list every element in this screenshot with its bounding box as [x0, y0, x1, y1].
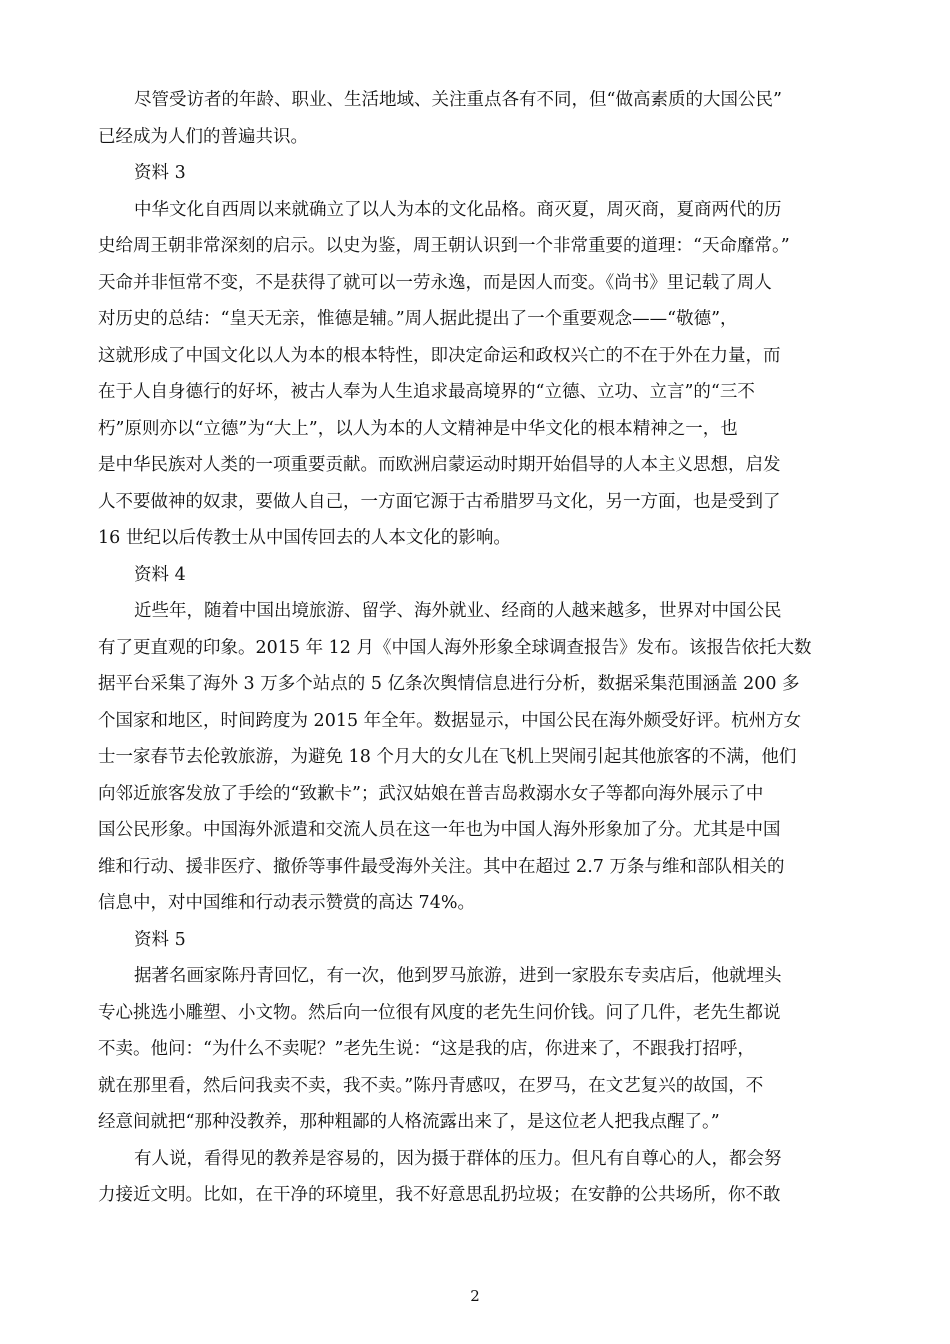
text-line: 士一家春节去伦敦旅游，为避免 18 个月大的女儿在飞机上哭闹引起其他旅客的不满，他们 [98, 747, 797, 767]
text-line: 中华文化自西周以来就确立了以人为本的文化品格。商灭夏，周灭商，夏商两代的历 [134, 199, 782, 220]
text-line: 有了更直观的印象。2015 年 12 月《中国人海外形象全球调查报告》发布。该报告依托大数 [98, 637, 812, 658]
text-line: 天命并非恒常不变，不是获得了就可以一劳永逸，而是因人而变。《尚书》里记载了周人 [98, 272, 772, 293]
text-line: 维和行动、援非医疗、撤侨等事件最受海外关注。其中在超过 2.7 万条与维和部队相关的 [98, 856, 785, 877]
text-line: 是中华民族对人类的一项重要贡献。而欧洲启蒙运动时期开始倡导的人本主义思想，启发 [98, 455, 781, 475]
text-line: 资料 5 [134, 929, 186, 950]
text-line: 有人说，看得见的教养是容易的，因为摄于群体的压力。但凡有自尊心的人，都会努 [134, 1148, 782, 1169]
document-body [98, 82, 812, 1214]
text-line: 朽”原则亦以“立德”为“大上”，以人为本的人文精神是中华文化的根本精神之一，也 [98, 418, 738, 439]
text-line: 经意间就把“那种没教养，那种粗鄙的人格流露出来了，是这位老人把我点醒了。” [98, 1112, 720, 1132]
text-line: 史给周王朝非常深刻的启示。以史为鉴，周王朝认识到一个非常重要的道理：“天命靡常。” [98, 236, 790, 256]
text-line: 尽管受访者的年龄、职业、生活地域、关注重点各有不同，但“做高素质的大国公民” [134, 90, 782, 110]
text-line: 在于人自身德行的好坏，被古人奉为人生追求最高境界的“立德、立功、立言”的“三不 [98, 382, 755, 402]
text-line: 国公民形象。中国海外派遣和交流人员在这一年也为中国人海外形象加了分。尤其是中国 [98, 820, 781, 840]
page-number: 2 [470, 1287, 480, 1305]
text-line: 16 世纪以后传教士从中国传回去的人本文化的影响。 [98, 528, 511, 548]
text-line: 向邻近旅客发放了手绘的“致歉卡”；武汉姑娘在普吉岛救溺水女子等都向海外展示了中 [98, 783, 764, 804]
text-line: 不卖。他问：“为什么不卖呢？”老先生说：“这是我的店，你进来了，不跟我打招呼， [98, 1039, 755, 1059]
text-line: 据著名画家陈丹青回忆，有一次，他到罗马旅游，进到一家股东专卖店后，他就埋头 [134, 966, 782, 986]
text-line: 近些年，随着中国出境旅游、留学、海外就业、经商的人越来越多，世界对中国公民 [134, 601, 782, 621]
text-line: 信息中，对中国维和行动表示赞赏的高达 74%。 [98, 893, 475, 913]
text-line: 人不要做神的奴隶，要做人自己，一方面它源于古希腊罗马文化，另一方面，也是受到了 [98, 491, 781, 512]
text-line: 已经成为人们的普遍共识。 [98, 126, 308, 147]
text-line: 就在那里看，然后问我卖不卖，我不卖。”陈丹青感叹，在罗马，在文艺复兴的故国，不 [98, 1075, 764, 1096]
text-line: 力接近文明。比如，在干净的环境里，我不好意思乱扔垃圾；在安静的公共场所，你不敢 [98, 1185, 781, 1205]
text-line: 据平台采集了海外 3 万多个站点的 5 亿条次舆情信息进行分析，数据采集范围涵盖 200 多 [98, 674, 800, 694]
text-line: 对历史的总结：“皇天无亲，惟德是辅。”周人据此提出了一个重要观念——“敬德”， [98, 309, 738, 329]
text-line: 这就形成了中国文化以人为本的根本特性，即决定命运和政权兴亡的不在于外在力量，而 [98, 345, 781, 366]
text-line: 专心挑选小雕塑、小文物。然后向一位很有风度的老先生问价钱。问了几件，老先生都说 [98, 1002, 781, 1023]
text-line: 个国家和地区，时间跨度为 2015 年全年。数据显示，中国公民在海外颇受好评。杭州方女 [98, 710, 802, 731]
text-line: 资料 4 [134, 564, 186, 585]
text-line: 资料 3 [134, 163, 186, 183]
